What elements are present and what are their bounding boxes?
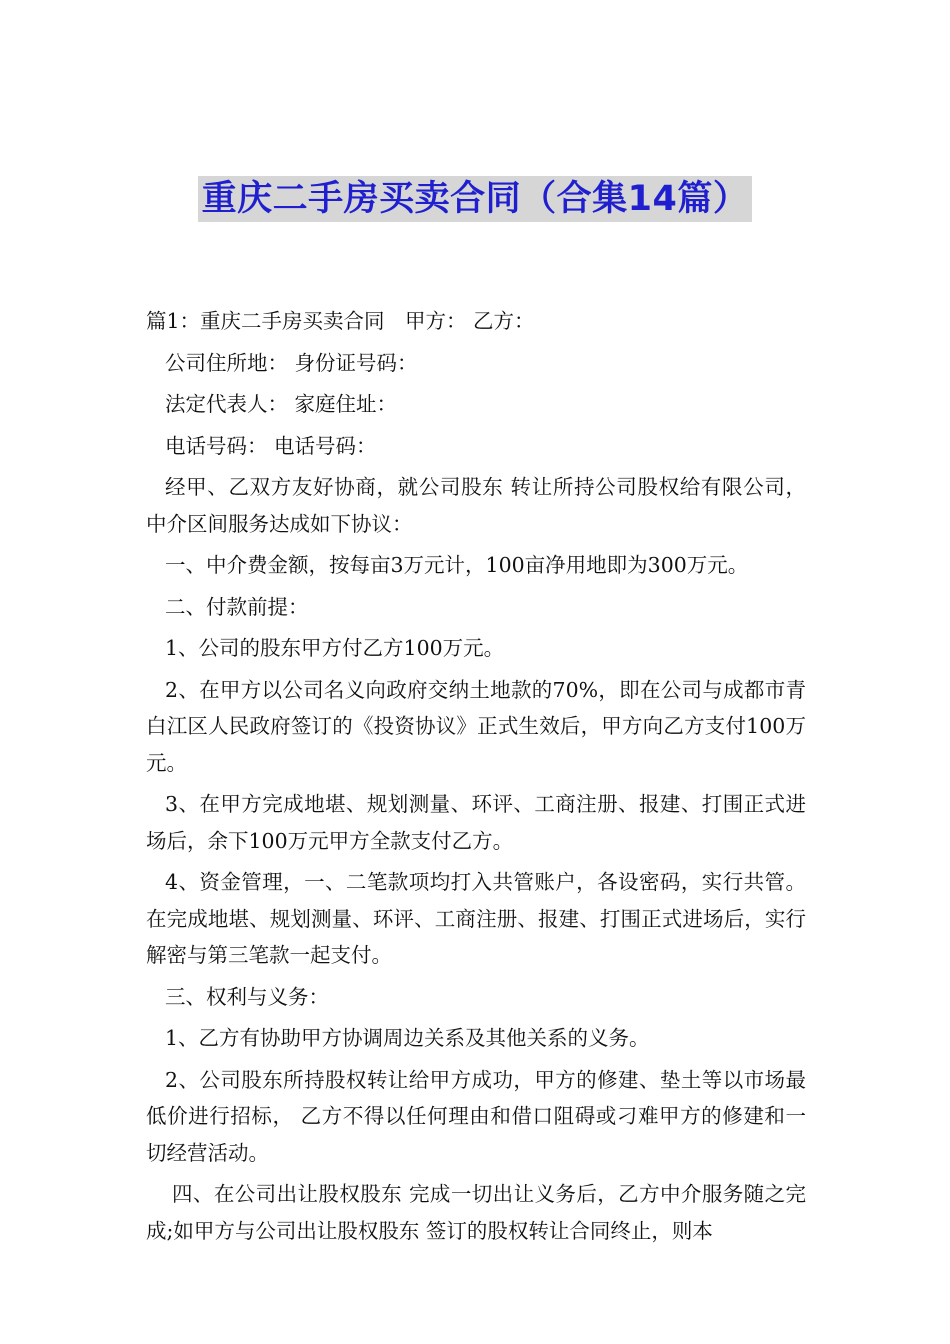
paragraph-rights-2: 2、公司股东所持股权转让给甲方成功，甲方的修建、垫土等以市场最低价进行招标， 乙方不得以任何理由和借口阻碍或刁难甲方的修建和一切经营活动。 bbox=[146, 1067, 806, 1165]
paragraph-section-4: 四、在公司出让股权股东 完成一切出让义务后，乙方中介服务随之完成;如甲方与公司出让股权股东 签订的股权转让合同终止，则本 bbox=[146, 1182, 806, 1243]
paragraph-address: 公司住所地： 身份证号码： bbox=[165, 350, 418, 375]
paragraph-payment-1: 1、公司的股东甲方付乙方100万元。 bbox=[165, 636, 505, 660]
title-container bbox=[0, 176, 950, 222]
paragraph-parties-header: 篇1：重庆二手房买卖合同 甲方： 乙方： bbox=[146, 309, 535, 333]
paragraph-payment-4: 4、资金管理，一、二笔款项均打入共管账户，各设密码，实行共管。在完成地堪、规划测量、环评、工商注册、报建、打围正式进场后，实行解密与第三笔款一起支付。 bbox=[146, 870, 806, 967]
paragraph-phone: 电话号码： 电话号码： bbox=[165, 433, 377, 458]
document-body bbox=[146, 303, 806, 1254]
paragraph-rights-heading: 三、权利与义务： bbox=[165, 984, 329, 1009]
paragraph-payment-3: 3、在甲方完成地堪、规划测量、环评、工商注册、报建、打围正式进场后，余下100万元甲方全款支付乙方。 bbox=[146, 792, 806, 853]
paragraph-preamble: 经甲、乙双方友好协商，就公司股东 转让所持公司股权给有限公司，中介区间服务达成如下协议： bbox=[146, 475, 806, 536]
paragraph-payment-heading: 二、付款前提： bbox=[165, 594, 309, 619]
paragraph-payment-2: 2、在甲方以公司名义向政府交纳土地款的70%，即在公司与成都市青白江区人民政府签订的《投资协议》正式生效后，甲方向乙方支付100万元。 bbox=[146, 677, 806, 775]
document-title: 重庆二手房买卖合同（合集14篇） bbox=[198, 176, 753, 222]
paragraph-legal-rep: 法定代表人： 家庭住址： bbox=[165, 392, 398, 416]
paragraph-fee-amount: 一、中介费金额，按每亩3万元计，100亩净用地即为300万元。 bbox=[165, 553, 749, 577]
paragraph-rights-1: 1、乙方有协助甲方协调周边关系及其他关系的义务。 bbox=[165, 1026, 650, 1050]
